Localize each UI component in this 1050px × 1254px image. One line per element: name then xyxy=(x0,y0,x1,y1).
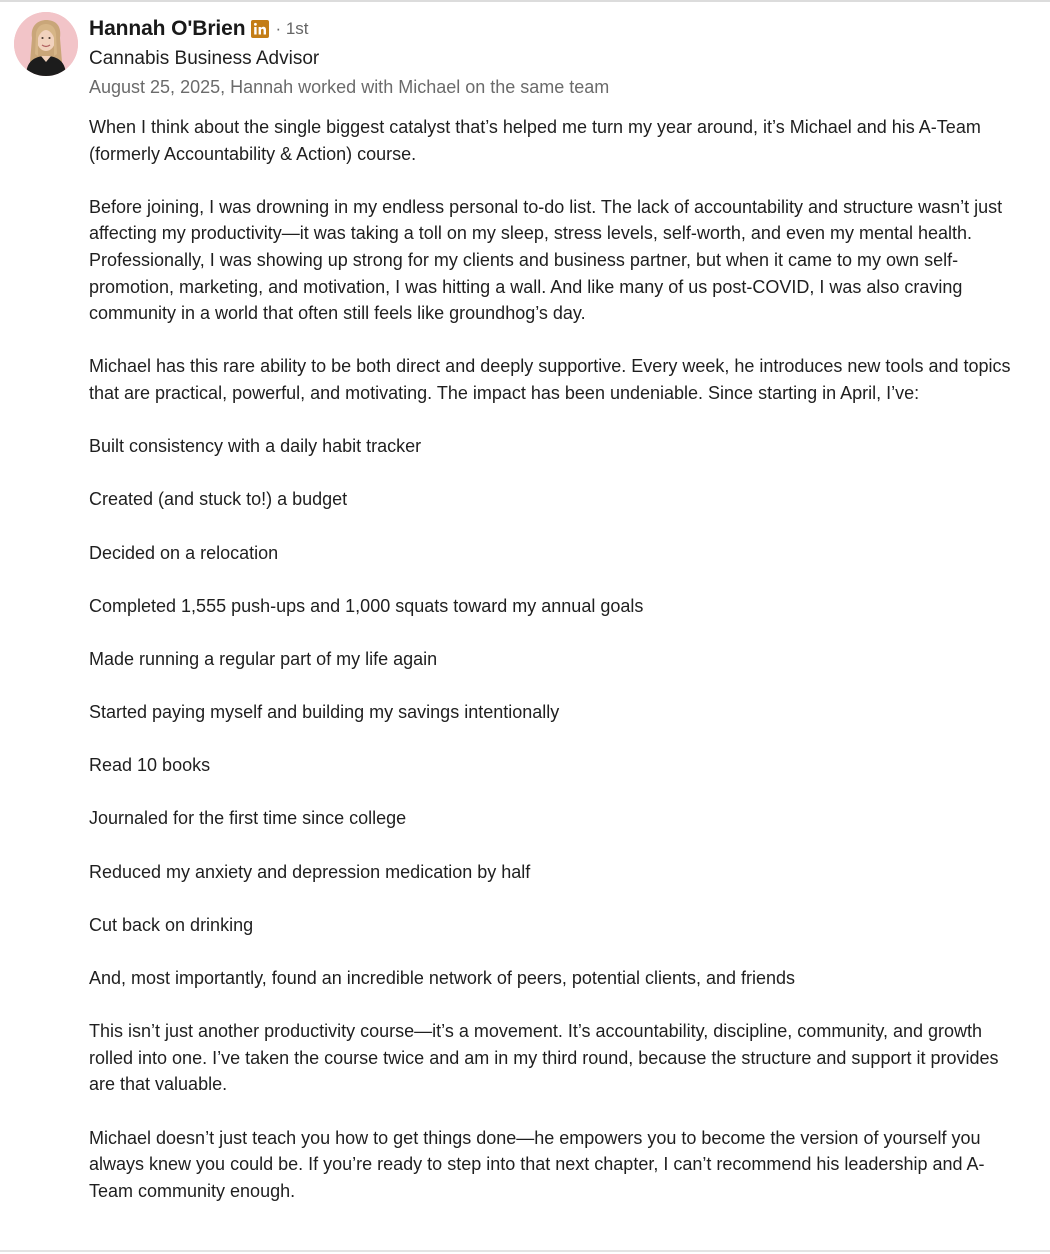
paragraph: Before joining, I was drowning in my endless personal to-do list. The lack of accountability and structure wasn’t just affecting my productivity—it was taking a toll on my sleep, stress levels, self-worth, and even my mental health. Professionally, I was showing up strong for my clients and business partner, but when it came to my own self-promotion, marketing, and motivation, I was hitting a wall. And like many of us post-COVID, I was also craving community in a world that often still feels like groundhog’s day. xyxy=(89,196,1003,324)
avatar[interactable] xyxy=(14,12,78,76)
list-item: Decided on a relocation xyxy=(89,542,279,563)
list-item: Cut back on drinking xyxy=(89,914,254,935)
avatar-portrait-icon xyxy=(14,12,78,76)
author-headline: Cannabis Business Advisor xyxy=(89,48,320,69)
linkedin-premium-icon xyxy=(251,20,269,38)
list-item: Built consistency with a daily habit tracker xyxy=(89,436,422,457)
list-item: Created (and stuck to!) a budget xyxy=(89,489,348,510)
paragraph: When I think about the single biggest catalyst that’s helped me turn my year around, it’s Michael and his A-Team (formerly Accountability & Action) course. xyxy=(89,117,981,164)
bottom-divider xyxy=(0,1250,1050,1252)
list-item: Completed 1,555 push-ups and 1,000 squats toward my annual goals xyxy=(89,595,644,616)
list-item: Made running a regular part of my life again xyxy=(89,648,438,669)
recommendation-header xyxy=(89,14,1029,101)
paragraph: Michael has this rare ability to be both direct and deeply supportive. Every week, he introduces new tools and topics that are practical, powerful, and motivating. The impact has been undeniable. Since starting in April, I’ve: xyxy=(89,356,1011,403)
list-item: Reduced my anxiety and depression medication by half xyxy=(89,861,531,882)
recommendation-text xyxy=(89,114,1024,1204)
author-name-link[interactable]: Hannah O'Brien xyxy=(89,17,246,40)
connection-degree: · 1st xyxy=(275,19,309,38)
list-item: Read 10 books xyxy=(89,755,211,776)
list-item: Journaled for the first time since college xyxy=(89,808,407,829)
list-item: Started paying myself and building my savings intentionally xyxy=(89,702,560,723)
paragraph: This isn’t just another productivity course—it’s a movement. It’s accountability, discipline, community, and growth rolled into one. I’ve taken the course twice and am in my third round, because the structure and support it provides are that valuable. xyxy=(89,1021,999,1095)
name-row xyxy=(89,14,1029,44)
list-item: And, most importantly, found an incredible network of peers, potential clients, and friends xyxy=(89,968,796,988)
recommendation-context: August 25, 2025, Hannah worked with Michael on the same team xyxy=(89,77,610,97)
paragraph: Michael doesn’t just teach you how to get things done—he empowers you to become the version of yourself you always knew you could be. If you’re ready to step into that next chapter, I can’t recommend his leadership and A-Team community enough. xyxy=(89,1127,985,1201)
